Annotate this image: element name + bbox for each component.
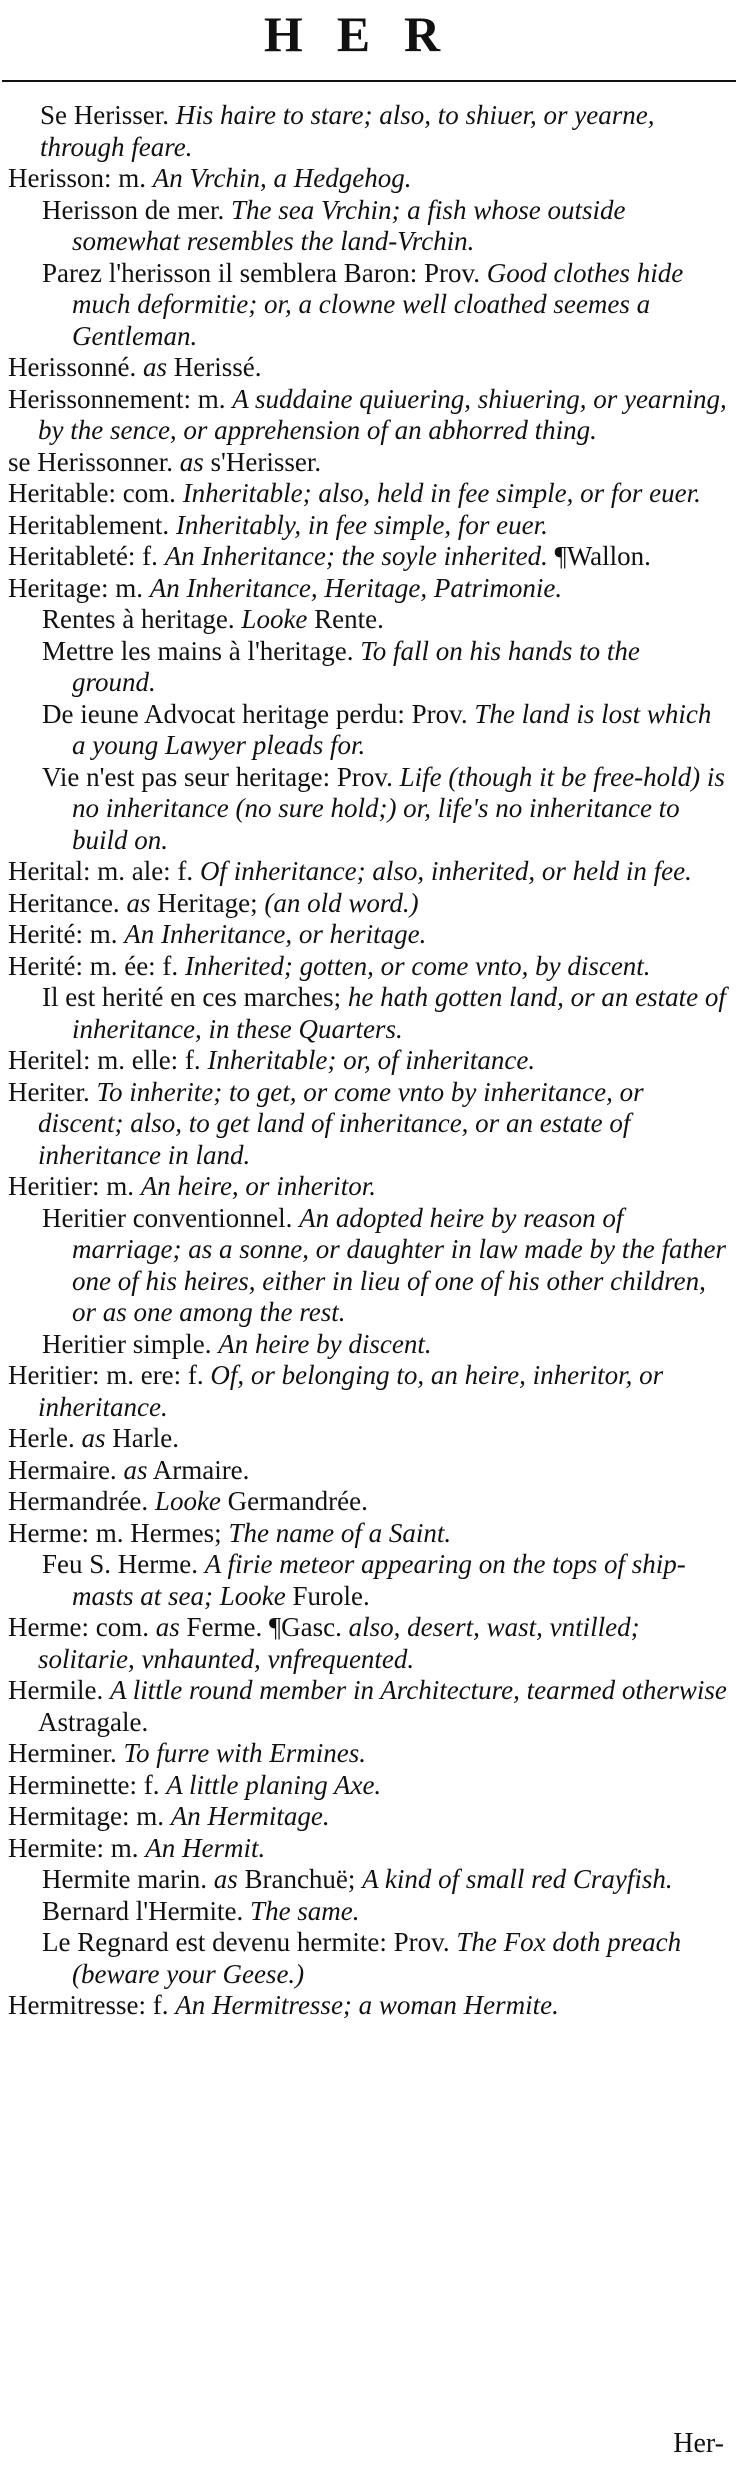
entry-term: Hermile. xyxy=(8,1675,110,1705)
entry-term: Parez l'herisson il semblera Baron: Prov. xyxy=(42,257,487,288)
dictionary-entry xyxy=(0,1612,738,1675)
entry-definition: An Hermitage. xyxy=(170,1801,330,1831)
entry-definition: An adopted heire by reason of marriage; as a sonne, or daughter in law made by the father one of his heires, either in lieu of one of his other children, or as one among the rest. xyxy=(72,1202,726,1327)
entry-definition: also, desert, wast, vntilled; solitarie, vnhaunted, vnfrequented. xyxy=(38,1612,640,1674)
entry-term: Heritier conventionnel. xyxy=(42,1202,300,1233)
entry-definition: Of, or belonging to, an heire, inheritor, or inheritance. xyxy=(38,1360,664,1422)
entry-definition: The Fox doth preach (beware your Geese.) xyxy=(72,1927,682,1989)
entry-term: Heritableté: f. xyxy=(8,541,165,571)
entry-term: Rentes à heritage. xyxy=(42,604,242,634)
entry-definition: To fall on his hands to the ground. xyxy=(72,635,640,697)
entry-definition: An heire, or inheritor. xyxy=(140,1171,376,1201)
dictionary-entry xyxy=(0,384,738,447)
dictionary-entry xyxy=(0,573,738,605)
entry-definition: as xyxy=(142,352,167,382)
entry-term: Harle. xyxy=(105,1423,179,1453)
entry-definition: as xyxy=(126,887,151,918)
dictionary-entry xyxy=(0,1801,738,1833)
entry-definition: A suddaine quiuering, shiuering, or yearning, by the sence, or apprehension of an abhorred thing. xyxy=(38,383,727,445)
dictionary-entry xyxy=(0,888,738,920)
entry-term: Herme: m. Hermes; xyxy=(8,1517,229,1548)
entry-term: Armaire. xyxy=(147,1454,250,1485)
entry-term: Herissonné. xyxy=(8,352,143,382)
entry-term: Hermandrée. xyxy=(8,1486,155,1516)
entry-definition: His haire to stare; also, to shiuer, or yearne, through feare. xyxy=(40,100,655,162)
entry-definition: Inheritably, in fee simple, for euer. xyxy=(175,509,548,540)
entry-term: Heritablement. xyxy=(8,509,176,540)
dictionary-entry xyxy=(0,163,738,195)
entry-definition: To furre with Ermines. xyxy=(123,1738,367,1768)
entry-definition: as xyxy=(123,1454,148,1485)
entry-definition: A little planing Axe. xyxy=(166,1769,382,1800)
entry-term: Hermitresse: f. xyxy=(8,1990,176,2020)
header-rule xyxy=(2,80,736,82)
entry-definition: A firie meteor appearing on the tops of ship-masts at sea; xyxy=(72,1549,686,1611)
entry-definition: An Inheritance; the soyle inherited. xyxy=(164,541,548,571)
entry-definition: Inheritable; or, of inheritance. xyxy=(207,1045,536,1075)
entry-term xyxy=(213,1581,220,1611)
entry-term: Herme: com. xyxy=(8,1612,156,1642)
dictionary-entry xyxy=(0,1171,738,1203)
entry-definition: The sea Vrchin; a fish whose outside somewhat resembles the land-Vrchin. xyxy=(72,194,626,256)
entry-term: Hermaire. xyxy=(8,1454,124,1485)
entry-definition: An Hermitresse; a woman Hermite. xyxy=(175,1990,559,2020)
entry-definition: To inherite; to get, or come vnto by inheritance, or discent; also, to get land of inheritance, or an estate of inheritance in land. xyxy=(38,1076,644,1170)
dictionary-entry xyxy=(0,919,738,951)
entry-definition: Good clothes hide much deformitie; or, a clowne well cloathed seemes a Gentleman. xyxy=(72,257,684,351)
entry-definition: The land is lost which a young Lawyer pleads for. xyxy=(72,698,712,760)
dictionary-entry xyxy=(0,1675,738,1738)
entry-term: s'Herisser. xyxy=(203,446,322,477)
entry-definition: Looke xyxy=(219,1580,286,1611)
entry-term: Hermite marin. xyxy=(42,1864,214,1894)
entry-term: Rente. xyxy=(307,604,384,634)
entry-term: Se Herisser. xyxy=(40,100,176,130)
entry-definition: he hath gotten land, or an estate of inheritance, in these Quarters. xyxy=(72,982,726,1044)
sub-entry xyxy=(0,195,738,258)
dictionary-entry xyxy=(0,447,738,479)
entry-term: Ferme. ¶Gasc. xyxy=(179,1612,349,1642)
dictionary-entry xyxy=(0,1486,738,1518)
entry-term: Herité: m. ée: f. xyxy=(8,950,185,981)
entry-definition: An Inheritance, Heritage, Patrimonie. xyxy=(149,572,563,603)
dictionary-entry xyxy=(0,951,738,983)
sub-entry xyxy=(0,1864,738,1896)
dictionary-entry xyxy=(0,1738,738,1770)
entry-definition: as xyxy=(81,1423,106,1453)
entry-term: Il est herité en ces marches; xyxy=(42,982,348,1012)
entry-term: Vie n'est pas seur heritage: Prov. xyxy=(42,761,400,792)
entry-definition: Inherited; gotten, or come vnto, by discent. xyxy=(184,950,651,981)
dictionary-entry xyxy=(0,352,738,384)
dictionary-entry xyxy=(0,1770,738,1802)
sub-entry xyxy=(0,699,738,762)
entry-term: Herle. xyxy=(8,1423,82,1453)
entry-definition: An Inheritance, or heritage. xyxy=(124,919,427,949)
entry-definition: as xyxy=(213,1864,238,1894)
entry-term: De ieune Advocat heritage perdu: Prov. xyxy=(42,698,475,729)
entry-term: Herité: m. xyxy=(8,919,125,949)
sub-entry xyxy=(0,636,738,699)
entry-term: Heritance. xyxy=(8,887,127,918)
entry-term: Bernard l'Hermite. xyxy=(42,1895,251,1926)
entry-term: Heritable: com. xyxy=(8,478,183,508)
entry-term: Heritage; xyxy=(150,887,265,918)
entry-term: Heritel: m. elle: f. xyxy=(8,1045,208,1075)
entry-definition: as xyxy=(179,446,204,477)
dictionary-entry xyxy=(0,856,738,888)
sub-entry xyxy=(0,1329,738,1361)
entry-definition: A little round member in Architecture, tearmed otherwise xyxy=(109,1675,727,1705)
entry-definition: Looke xyxy=(154,1486,221,1516)
dictionary-entry xyxy=(0,1455,738,1487)
dictionary-entry xyxy=(0,478,738,510)
sub-entry xyxy=(0,1549,738,1612)
sub-entry xyxy=(0,982,738,1045)
dictionary-entry xyxy=(0,1077,738,1172)
entry-term: ¶Wallon. xyxy=(547,541,651,571)
entry-definition: (an old word.) xyxy=(264,887,419,918)
entry-term: Herminette: f. xyxy=(8,1769,167,1800)
entry-term: Astragale. xyxy=(38,1706,149,1737)
entry-term: Germandrée. xyxy=(220,1486,368,1516)
entry-definition: An Hermit. xyxy=(145,1832,266,1863)
entry-term: Herissonnement: m. xyxy=(8,383,233,414)
entry-definition: The name of a Saint. xyxy=(228,1517,452,1548)
entry-term: Heritier: m. ere: f. xyxy=(8,1360,211,1390)
dictionary-entry xyxy=(0,100,738,163)
entry-term: Mettre les mains à l'heritage. xyxy=(42,635,361,666)
entry-term: Heriter. xyxy=(8,1076,97,1107)
entry-definition: Inheritable; also, held in fee simple, or for euer. xyxy=(182,478,701,508)
entry-term: Hermitage: m. xyxy=(8,1801,171,1831)
dictionary-entry xyxy=(0,1045,738,1077)
entry-definition: as xyxy=(155,1612,180,1642)
entry-term: Feu S. Herme. xyxy=(42,1549,205,1579)
running-head: HER xyxy=(263,6,475,62)
entry-definition: The same. xyxy=(250,1895,360,1926)
sub-entry xyxy=(0,1896,738,1928)
entry-definition: Looke xyxy=(241,604,308,634)
catchword: Her- xyxy=(673,2428,724,2459)
entry-term: Heritier: m. xyxy=(8,1171,141,1201)
dictionary-entry xyxy=(0,1360,738,1423)
entry-definition: An heire by discent. xyxy=(218,1328,432,1359)
dictionary-entry xyxy=(0,510,738,542)
dictionary-entry xyxy=(0,1518,738,1550)
entry-term: Herminer. xyxy=(8,1738,124,1768)
dictionary-entry xyxy=(0,1990,738,2022)
dictionary-entry xyxy=(0,1423,738,1455)
entry-term: Le Regnard est devenu hermite: Prov. xyxy=(42,1927,457,1957)
dictionary-entry xyxy=(0,541,738,573)
dictionary-entry xyxy=(0,1833,738,1865)
sub-entry xyxy=(0,762,738,857)
sub-entry xyxy=(0,1927,738,1990)
entry-term: Herissé. xyxy=(167,352,262,382)
entry-definition: A kind of small red Crayfish. xyxy=(362,1864,673,1894)
entry-definition: Life (though it be free-hold) is no inheritance (no sure hold;) or, life's no inheritance to build on. xyxy=(72,761,725,855)
sub-entry xyxy=(0,258,738,353)
entry-term: Heritier simple. xyxy=(42,1328,219,1359)
entry-term: se Herissonner. xyxy=(8,446,180,477)
entry-term: Furole. xyxy=(285,1580,370,1611)
entry-term: Branchuë; xyxy=(237,1864,363,1894)
entry-term: Hermite: m. xyxy=(8,1832,146,1863)
sub-entry xyxy=(0,604,738,636)
sub-entry xyxy=(0,1203,738,1329)
entry-term: Herisson: m. xyxy=(8,163,153,193)
entry-term: Herisson de mer. xyxy=(42,194,231,225)
entry-list xyxy=(0,100,738,2022)
entry-term: Heritage: m. xyxy=(8,572,150,603)
entry-term: Herital: m. ale: f. xyxy=(8,856,200,886)
entry-definition: Of inheritance; also, inherited, or held in fee. xyxy=(199,856,692,886)
entry-definition: An Vrchin, a Hedgehog. xyxy=(152,163,412,193)
